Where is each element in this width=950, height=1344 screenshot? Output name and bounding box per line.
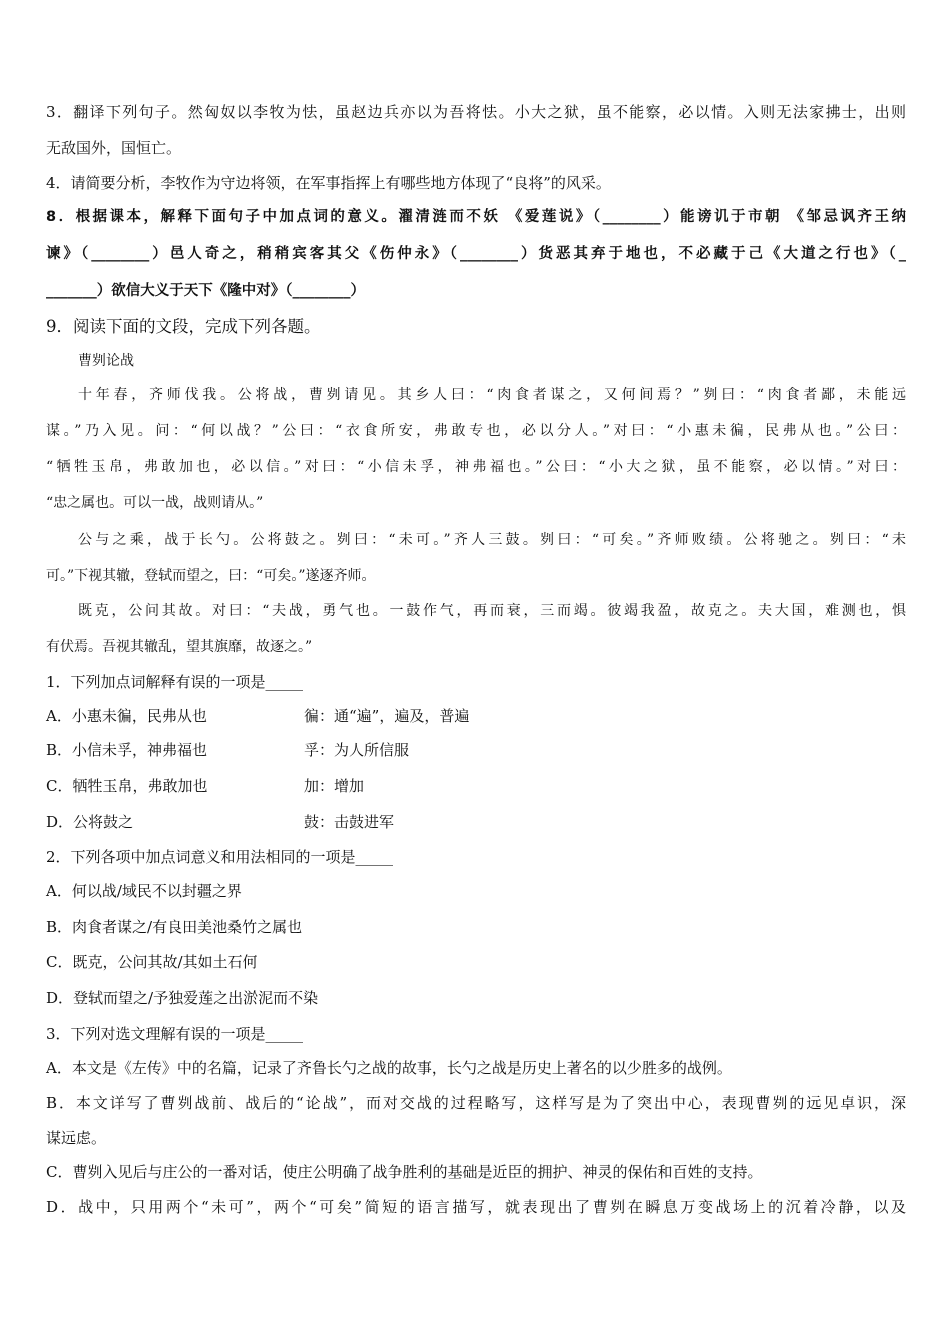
passage-line: 既克，公问其故。对曰：“夫战，勇气也。一鼓作气，再而衰，三而竭。彼竭我盈，故克之。夫大国，难测也，惧	[78, 603, 906, 619]
sub1-option-c	[46, 776, 906, 796]
passage-line: “忠之属也。可以一战，战则请从。”	[46, 495, 264, 511]
option-text: D．公将鼓之	[46, 813, 134, 831]
q8-line: 8．根据课本，解释下面句子中加点词的意义。濯清涟而不妖 《爱莲说》（________）能谤讥于市朝 《邹忌讽齐王纳	[46, 209, 906, 225]
passage-line: 谋。”乃入见。问：“何以战？”公曰：“衣食所安，弗敢专也，必以分人。”对曰：“小惠未徧，民弗从也。”公曰：	[46, 423, 906, 439]
option-text: C．牺牲玉帛，弗敢加也	[46, 777, 208, 795]
sub2-option-b: B．肉食者谋之/有良田美池桑竹之属也	[46, 918, 303, 936]
sub2-option-c: C．既克，公问其故/其如土石何	[46, 953, 258, 971]
passage-line: 公与之乘，战于长勺。公将鼓之。刿曰：“未可。”齐人三鼓。刿曰：“可矣。”齐师败绩。公将驰之。刿曰：“未	[78, 532, 906, 548]
option-gloss: 孚：为人所信服	[304, 741, 410, 759]
sub2-option-a: A．何以战/域民不以封疆之界	[46, 882, 242, 900]
sub3-option-a: A．本文是《左传》中的名篇，记录了齐鲁长勺之战的故事，长勺之战是历史上著名的以少胜多的战例。	[46, 1059, 732, 1077]
q8-line: _______）欲信大义于天下《隆中对》（________）	[46, 283, 365, 299]
sub3-option-d: D．战中，只用两个“未可”，两个“可矣”简短的语言描写，就表现出了曹刿在瞬息万变战场上的沉着冷静，以及	[46, 1198, 906, 1216]
q8-line: 谏》（________）邑人奇之，稍稍宾客其父《伤仲永》（________）货恶其弃于地也，不必藏于己《大道之行也》（_	[46, 246, 906, 262]
q3-line: 3．翻译下列句子。然匈奴以李牧为怯，虽赵边兵亦以为吾将怯。小大之狱，虽不能察，必以情。入则无法家拂士，出则	[46, 103, 906, 121]
passage-line: 有伏焉。吾视其辙乱，望其旗靡，故逐之。”	[46, 639, 313, 655]
sub1-option-b	[46, 740, 906, 760]
sub1-option-d	[46, 812, 906, 832]
passage-line: 十年春，齐师伐我。公将战，曹刿请见。其乡人曰：“肉食者谋之，又何间焉？”刿曰：“肉食者鄙，未能远	[78, 387, 906, 403]
sub1-option-a	[46, 706, 906, 726]
passage-line: 可。”下视其辙，登轼而望之，曰：“可矣。”遂逐齐师。	[46, 568, 376, 584]
passage-title: 曹刿论战	[78, 353, 134, 369]
sub1-question: 1．下列加点词解释有误的一项是_____	[46, 673, 304, 691]
q3-line: 无敌国外，国恒亡。	[46, 139, 182, 157]
option-gloss: 鼓：击鼓进军	[304, 813, 395, 831]
sub3-option-b-cont: 谋远虑。	[46, 1129, 107, 1147]
option-text: A．小惠未徧，民弗从也	[46, 707, 207, 725]
passage-line: “牺牲玉帛，弗敢加也，必以信。”对曰：“小信未孚，神弗福也。”公曰：“小大之狱，虽不能察，必以情。”对曰：	[46, 459, 906, 475]
sub3-option-b: B．本文详写了曹刿战前、战后的“论战”，而对交战的过程略写，这样写是为了突出中心，表现曹刿的远见卓识，深	[46, 1094, 906, 1112]
q4-question: 4．请简要分析，李牧作为守边将领，在军事指挥上有哪些地方体现了“良将”的风采。	[46, 174, 611, 192]
option-gloss: 徧：通“遍”，遍及，普遍	[304, 707, 470, 725]
sub3-option-c: C．曹刿入见后与庄公的一番对话，使庄公明确了战争胜利的基础是近臣的拥护、神灵的保佑和百姓的支持。	[46, 1163, 763, 1181]
q9-intro: 9．阅读下面的文段，完成下列各题。	[46, 317, 321, 336]
option-gloss: 加：增加	[304, 777, 365, 795]
sub2-question: 2．下列各项中加点词意义和用法相同的一项是_____	[46, 848, 394, 866]
option-text: B．小信未孚，神弗福也	[46, 741, 208, 759]
sub3-question: 3．下列对选文理解有误的一项是_____	[46, 1025, 304, 1043]
sub2-option-d: D．登轼而望之/予独爱莲之出淤泥而不染	[46, 989, 319, 1007]
